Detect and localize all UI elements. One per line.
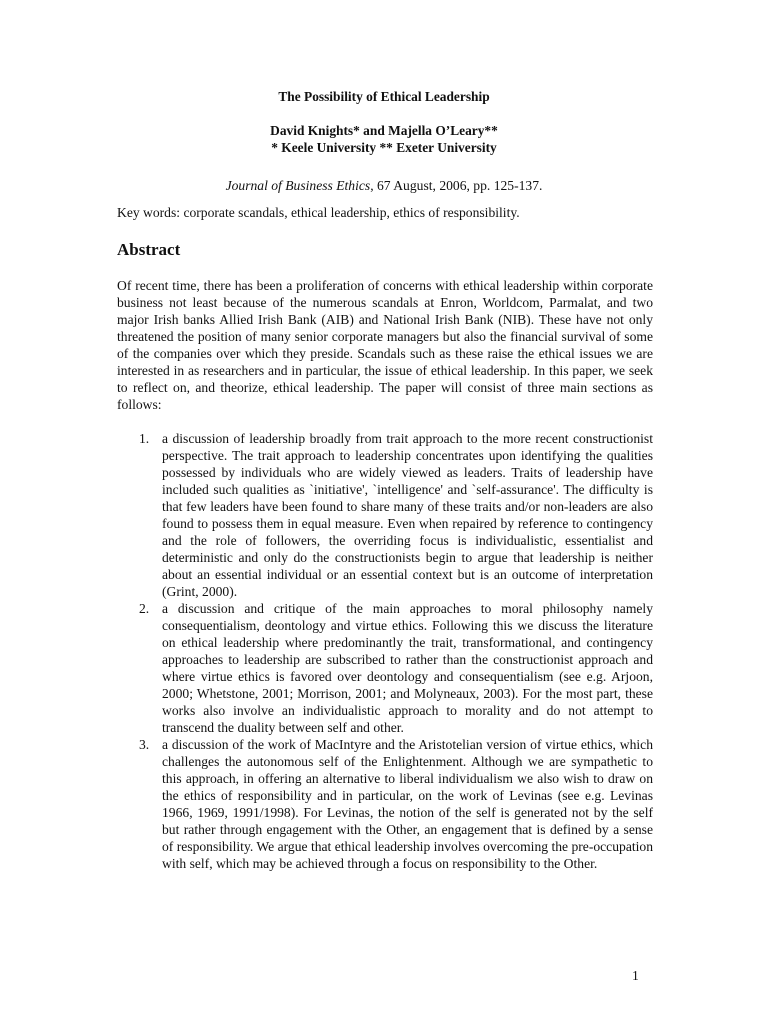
author-affiliations: * Keele University ** Exeter University (271, 140, 497, 155)
list-item (117, 600, 653, 736)
author-names: David Knights* and Majella O’Leary** (270, 123, 498, 138)
list-item-number: 1. (139, 431, 150, 446)
abstract-paragraph: Of recent time, there has been a proliferation of concerns with ethical leadership within corporate business not least because of the numerous scandals at Enron, Worldcom, Parmalat, and two major Irish banks Allied Irish Bank (AIB) and National Irish Bank (NIB). These have not only threatened the position of many senior corporate managers but also the financial survival of some of the companies over which they preside. Scandals such as these raise the ethical issues we are interested in as researchers and in particular, the issue of ethical leadership. In this paper, we seek to reflect on, and theorize, ethical leadership. The paper will consist of three main sections as follows: (117, 278, 653, 412)
list-item (117, 430, 653, 600)
author-block (0, 122, 768, 156)
list-item (117, 736, 653, 872)
page-number: 1 (632, 968, 639, 983)
paper-title: The Possibility of Ethical Leadership (278, 89, 490, 104)
abstract-heading: Abstract (117, 240, 181, 259)
citation-details: , 67 August, 2006, pp. 125-137. (370, 178, 543, 193)
section-list (117, 430, 653, 872)
list-item-number: 2. (139, 601, 150, 616)
list-item-text: a discussion of the work of MacIntyre and the Aristotelian version of virtue ethics, which challenges the autonomous self of the Enlightenment. Although we are sympathetic to this approach, in offering an alternative to liberal individualism we also wish to draw on the ethics of responsibility and in particular, on the work of Levinas (see e.g. Levinas 1966, 1969, 1991/1998). For Levinas, the notion of the self is generated not by the self but rather through engagement with the Other, an engagement that is defined by a sense of responsibility. We argue that ethical leadership involves overcoming the pre-occupation with self, which may be achieved through a focus on responsibility to the Other. (162, 737, 653, 871)
list-item-text: a discussion and critique of the main approaches to moral philosophy namely consequentialism, deontology and virtue ethics. Following this we discuss the literature on ethical leadership where predominantly the trait, transformational, and contingency approaches to leadership are subscribed to rather than the constructionist approach and where virtue ethics is favored over deontology and consequentialism (see e.g. Arjoon, 2000; Whetstone, 2001; Morrison, 2001; and Molyneaux, 2003). For the most part, these works also involve an individualistic approach to morality and do not attempt to transcend the duality between self and other. (162, 601, 653, 735)
list-item-text: a discussion of leadership broadly from trait approach to the more recent constructionist perspective. The trait approach to leadership concentrates upon identifying the qualities possessed by individuals who are widely viewed as leaders. Traits of leadership have included such qualities as `initiative', `intelligence' and `self-assurance'. The difficulty is that few leaders have been found to share many of these traits and/or non-leaders are also found to possess them in equal measure. Even when repaired by reference to contingency and the role of followers, the overriding focus is individualistic, essentialist and deterministic and only do the constructionists begin to argue that leadership is neither about an essential individual or an essential context but is an outcome of interpretation (Grint, 2000). (162, 431, 653, 599)
journal-name: Journal of Business Ethics (225, 178, 371, 193)
citation (0, 177, 768, 194)
keywords: Key words: corporate scandals, ethical leadership, ethics of responsibility. (117, 205, 520, 220)
list-item-number: 3. (139, 737, 150, 752)
